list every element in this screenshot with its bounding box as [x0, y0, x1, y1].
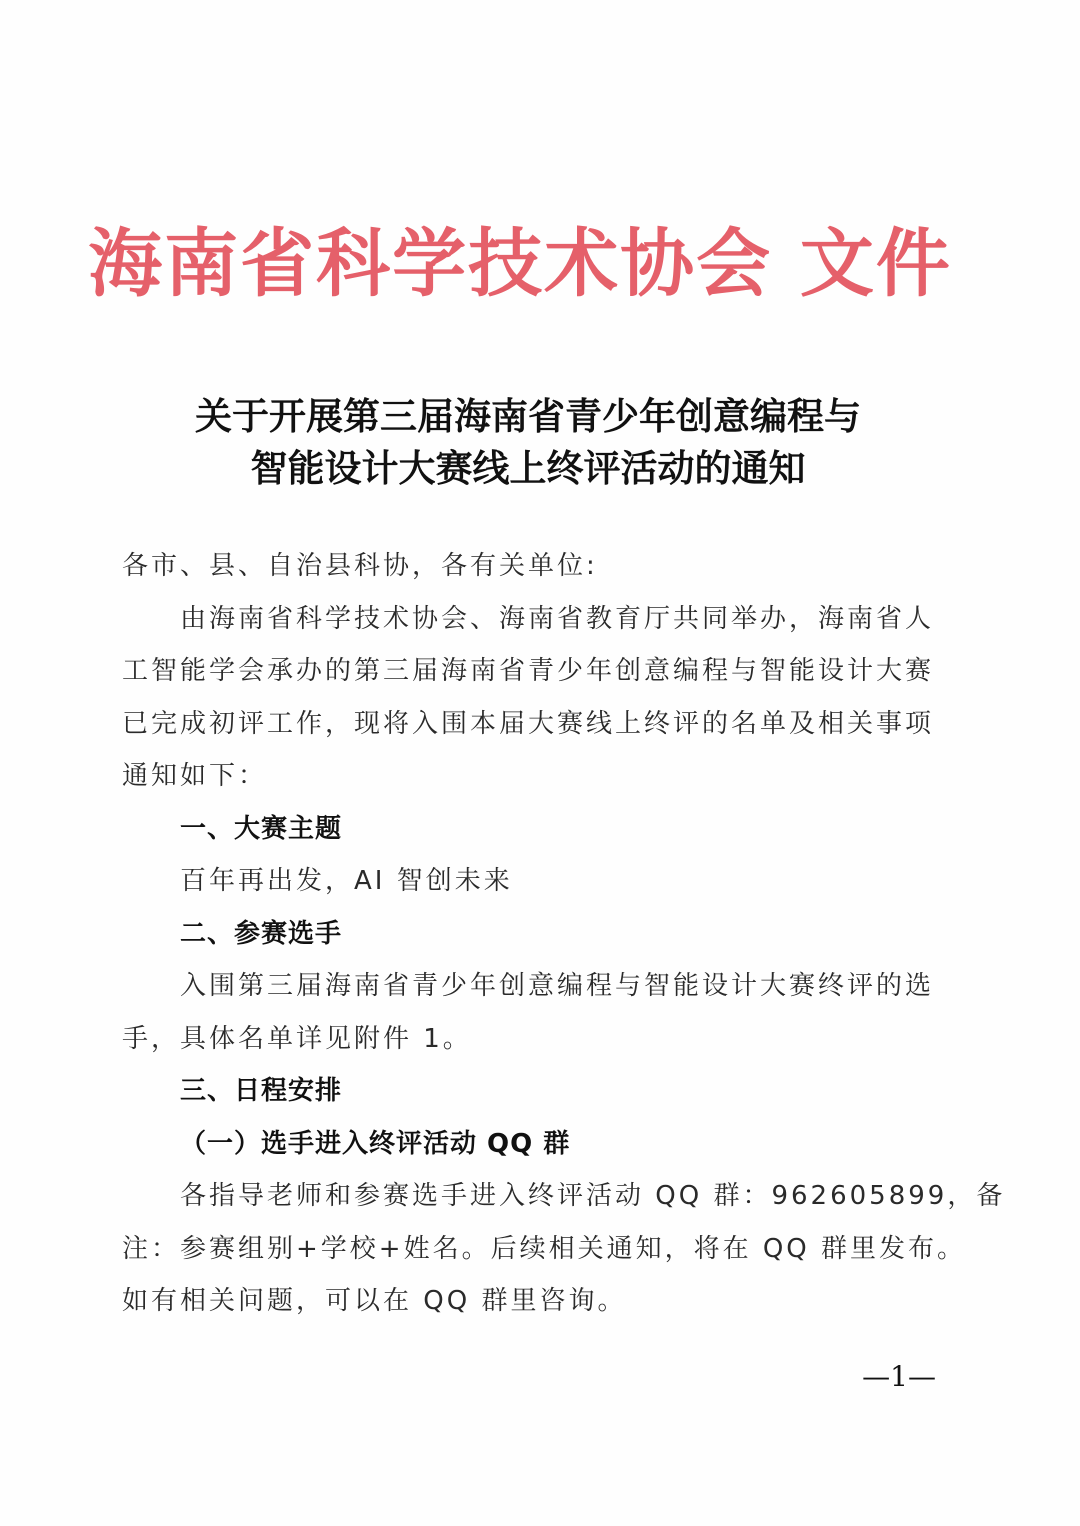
document-title-line-1: 关于开展第三届海南省青少年创意编程与 — [195, 394, 861, 438]
section-text: 各指导老师和参赛选手进入终评活动 QQ 群：962605899，备 — [180, 1181, 1006, 1211]
section-heading: 三、日程安排 — [180, 1076, 343, 1106]
document-body — [122, 540, 1006, 1328]
section-text: 入围第三届海南省青少年创意编程与智能设计大赛终评的选 — [180, 971, 935, 1001]
section-text: 手，具体名单详见附件 1。 — [122, 1023, 472, 1054]
intro-line: 由海南省科学技术协会、海南省教育厅共同举办，海南省人 — [180, 603, 935, 634]
section-text: 百年再出发，AI 智创未来 — [180, 866, 513, 896]
page-number: —1— — [862, 1360, 936, 1393]
section-heading: 二、参赛选手 — [180, 918, 343, 949]
document-title-line-2: 智能设计大赛线上终评活动的通知 — [250, 446, 806, 490]
masthead: 海南省科学技术协会 文件 — [88, 221, 952, 307]
section-heading: 一、大赛主题 — [180, 813, 343, 844]
subsection-heading: （一）选手进入终评活动 QQ 群 — [180, 1128, 571, 1159]
intro-line: 已完成初评工作，现将入围本届大赛线上终评的名单及相关事项 — [122, 708, 935, 739]
salutation: 各市、县、自治县科协，各有关单位: — [122, 551, 598, 581]
section-text: 如有相关问题，可以在 QQ 群里咨询。 — [122, 1286, 627, 1316]
intro-line: 工智能学会承办的第三届海南省青少年创意编程与智能设计大赛 — [122, 656, 935, 686]
section-text: 注：参赛组别+学校+姓名。后续相关通知，将在 QQ 群里发布。 — [122, 1233, 967, 1264]
intro-line: 通知如下： — [122, 761, 268, 791]
